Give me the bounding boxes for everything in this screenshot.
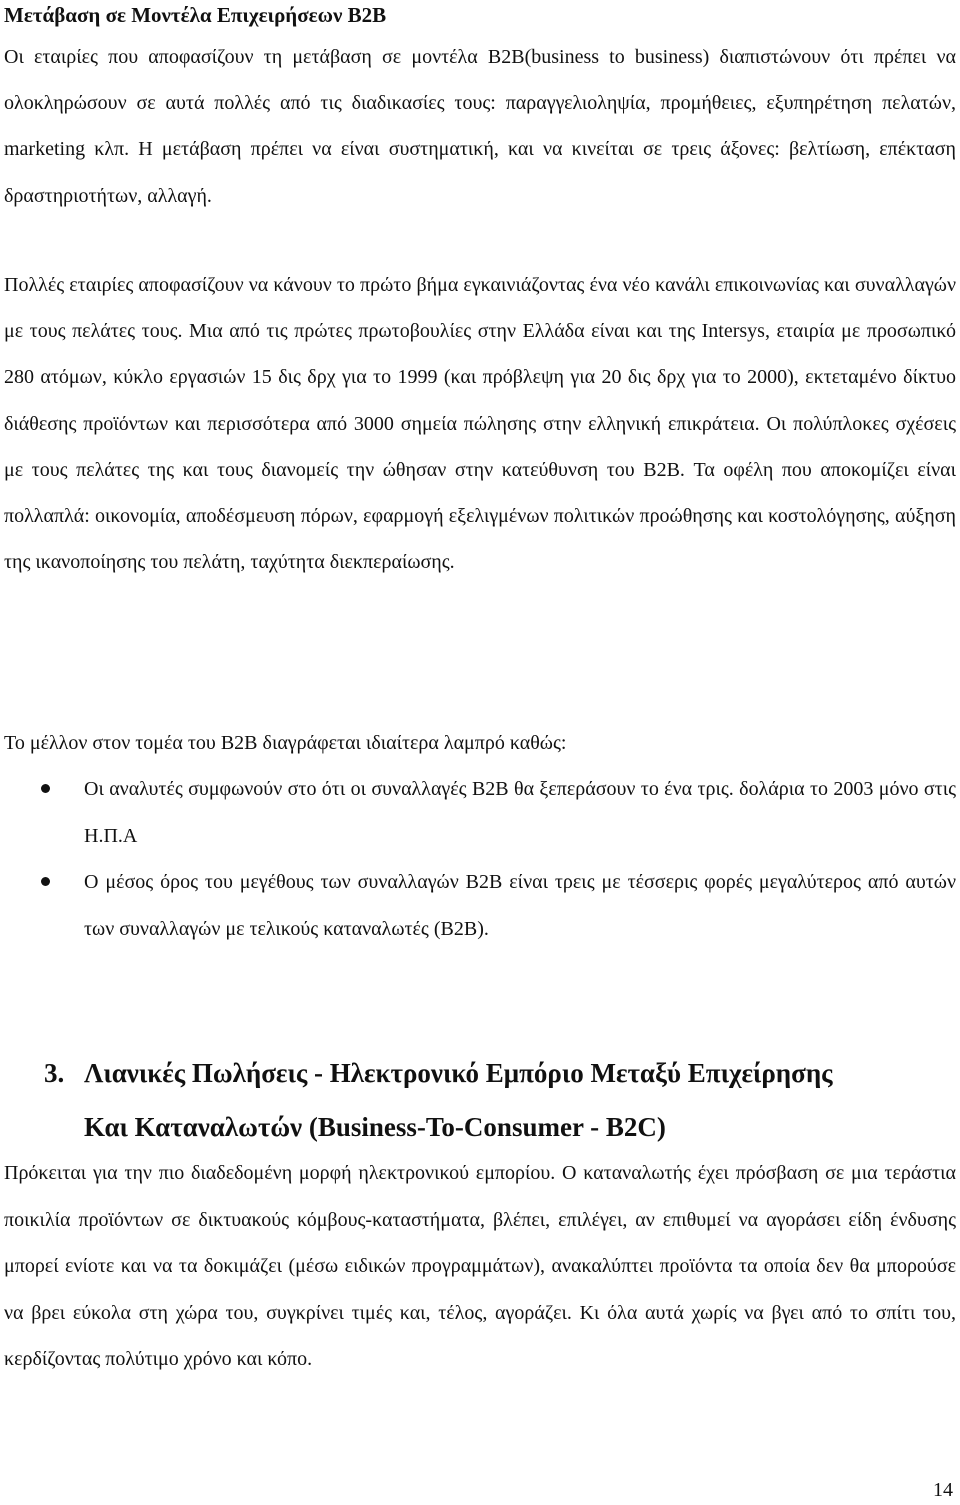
bullet-list	[0, 766, 960, 952]
bullet-item	[0, 766, 956, 859]
paragraph-b2b-transition: Οι εταιρίες που αποφασίζουν τη μετάβαση σε μοντέλα B2B(business to business) διαπιστώνουν ότι πρέπει να ολοκληρώσουν σε αυτά πολλές από τις διαδικασίες τους: παραγγελιοληψία, προμήθειες, εξυπηρέτηση πελατών, marketing κλπ. Η μετάβαση πρέπει να είναι συστηματική, και να κινείται σε τρεις άξονες: βελτίωση, επέκταση δραστηριοτήτων, αλλαγή.	[4, 46, 956, 207]
paragraph-b2b-future: Το μέλλον στον τομέα του B2B διαγράφεται ιδιαίτερα λαμπρό καθώς:	[4, 732, 567, 754]
bullet-text: Οι αναλυτές συμφωνούν στο ότι οι συναλλαγές B2B θα ξεπεράσουν το ένα τρις. δολάρια το 2003 μόνο στις Η.Π.Α	[84, 778, 956, 847]
section-heading-b2c	[44, 1046, 956, 1154]
page-number: 14	[933, 1479, 953, 1501]
bullet-dot-icon	[41, 784, 50, 793]
section-number: 3.	[44, 1058, 65, 1088]
paragraph-intersys-example: Πολλές εταιρίες αποφασίζουν να κάνουν το πρώτο βήμα εγκαινιάζοντας ένα νέο κανάλι επικοινωνίας και συναλλαγών με τους πελάτες τους. Μια από τις πρώτες πρωτοβουλίες στην Ελλάδα είναι και της Intersys, εταιρία με προσωπικό 280 ατόμων, κύκλο εργασιών 15 δις δρχ για το 1999 (και πρόβλεψη για 20 δις δρχ για το 2000), εκτεταμένο δίκτυο διάθεσης προϊόντων και περισσότερα από 3000 σημεία πώλησης στην ελληνική επικράτεια. Οι πολύπλοκες σχέσεις με τους πελάτες της και τους διανομείς την ώθησαν στην κατεύθυνση του B2B. Τα οφέλη που αποκομίζει είναι πολλαπλά: οικονομία, αποδέσμευση πόρων, εφαρμογή εξελιγμένων πολιτικών προώθησης και κοστολόγησης, αύξηση της ικανοποίησης του πελάτη, ταχύτητα διεκπεραίωσης.	[4, 274, 956, 574]
paragraph-b2c-description: Πρόκειται για την πιο διαδεδομένη μορφή ηλεκτρονικού εμπορίου. Ο καταναλωτής έχει πρόσβαση σε μια τεράστια ποικιλία προϊόντων σε δικτυακούς κόμβους-καταστήματα, βλέπει, επιλέγει, αν επιθυμεί να αγοράσει είδη ένδυσης μπορεί ενίοτε και να τα δοκιμάζει (μέσω ειδικών προγραμμάτων), ανακαλύπτει προϊόντα τα οποία δεν θα μπορούσε να βρει εύκολα στη χώρα του, συγκρίνει τιμές και, τέλος, αγοράζει. Κι όλα αυτά χωρίς να βγει από το σπίτι του, κερδίζοντας πολύτιμο χρόνο και κόπο.	[4, 1162, 956, 1370]
section-heading-line-1: Λιανικές Πωλήσεις - Ηλεκτρονικό Εμπόριο Μεταξύ Επιχείρησης	[84, 1058, 833, 1088]
bullet-item	[0, 859, 956, 952]
section-heading-b2b-transition: Μετάβαση σε Μοντέλα Επιχειρήσεων B2B	[4, 3, 387, 27]
bullet-text: Ο μέσος όρος του μεγέθους των συναλλαγών B2B είναι τρεις με τέσσερις φορές μεγαλύτερος από αυτών των συναλλαγών με τελικούς καταναλωτές (B2B).	[84, 871, 956, 940]
bullet-dot-icon	[41, 877, 50, 886]
section-heading-line-2: Και Καταναλωτών (Business-To-Consumer - B2C)	[84, 1112, 666, 1142]
